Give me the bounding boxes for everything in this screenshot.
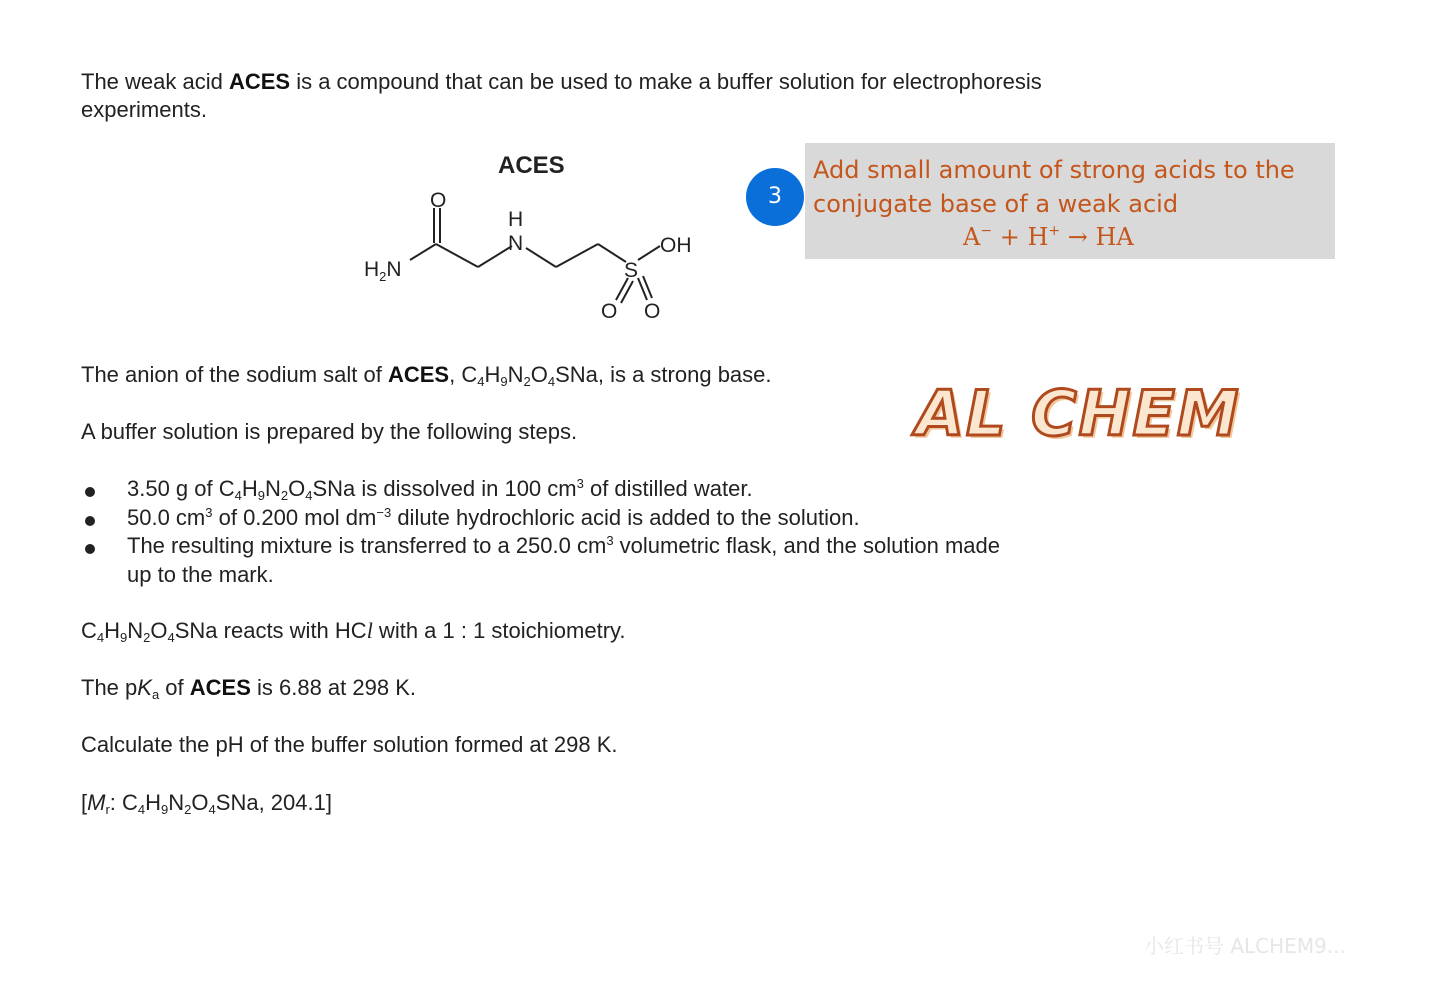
bullet-icon (85, 516, 95, 526)
intro-paragraph: The weak acid ACES is a compound that can be used to make a buffer solution for electrophoresis experiments. (81, 69, 1042, 122)
list-item: 50.0 $cm^3$ of 0.200 mol $dm^{-3}$ dilute hydrochloric acid is added to the solution. (81, 504, 1000, 533)
question-text: Calculate the pH of the buffer solution formed at 298 K. (81, 732, 618, 757)
aces-structure-diagram (350, 140, 730, 330)
reaction-paragraph: $C_4H_9N_2O_4SNa$ reacts with HCl with a 1 : 1 stoichiometry. (81, 618, 626, 645)
bullet-icon (85, 487, 95, 497)
preparation-steps-list (81, 475, 1000, 589)
note-equation: A− + H+ → HA (963, 223, 1134, 251)
bullet-icon (85, 544, 95, 554)
annotation-note (805, 143, 1335, 259)
formula: $C_4H_9N_2O_4SNa$ (461, 362, 598, 389)
aces-bold: ACES (228, 69, 291, 94)
molecule-title: ACES (498, 152, 565, 179)
label-o-right: O (644, 300, 661, 323)
label-h-amine: H (508, 208, 524, 231)
preparation-paragraph: A buffer solution is prepared by the following steps. (81, 419, 578, 444)
label-amine: $H_2N$ (364, 258, 402, 284)
list-item: The resulting mixture is transferred to a 250.0 $cm^3$ volumetric flask, and the solution made up to the mark. (81, 532, 1000, 589)
footer-watermark: 小红书号 ALCHEM9... (1144, 934, 1346, 958)
label-o-left: O (601, 300, 618, 323)
molar-mass-info: [$M_r$: $C_4H_9N_2O_4SNa$, 204.1] (81, 790, 332, 817)
label-sulfur: S (624, 259, 639, 282)
al-chem-watermark-logo: AL CHEM (916, 377, 1241, 450)
note-line-1: Add small amount of strong acids to the (813, 156, 1295, 184)
note-line-2: conjugate base of a weak acid (813, 190, 1179, 218)
anion-paragraph: The anion of the sodium salt of ACES, $C_4H_9N_2O_4SNa$, is a strong base. (81, 362, 772, 389)
label-oh: OH (660, 234, 692, 257)
label-n-amine: N (508, 232, 524, 255)
pka-paragraph: The $pK_a$ of ACES is 6.88 at 298 K. (81, 675, 416, 702)
step-number-badge: 3 (746, 168, 804, 226)
list-item: 3.50 g of $C_4H_9N_2O_4SNa$ is dissolved in 100 $cm^3$ of distilled water. (81, 475, 1000, 504)
label-o-carbonyl: O (430, 189, 447, 212)
